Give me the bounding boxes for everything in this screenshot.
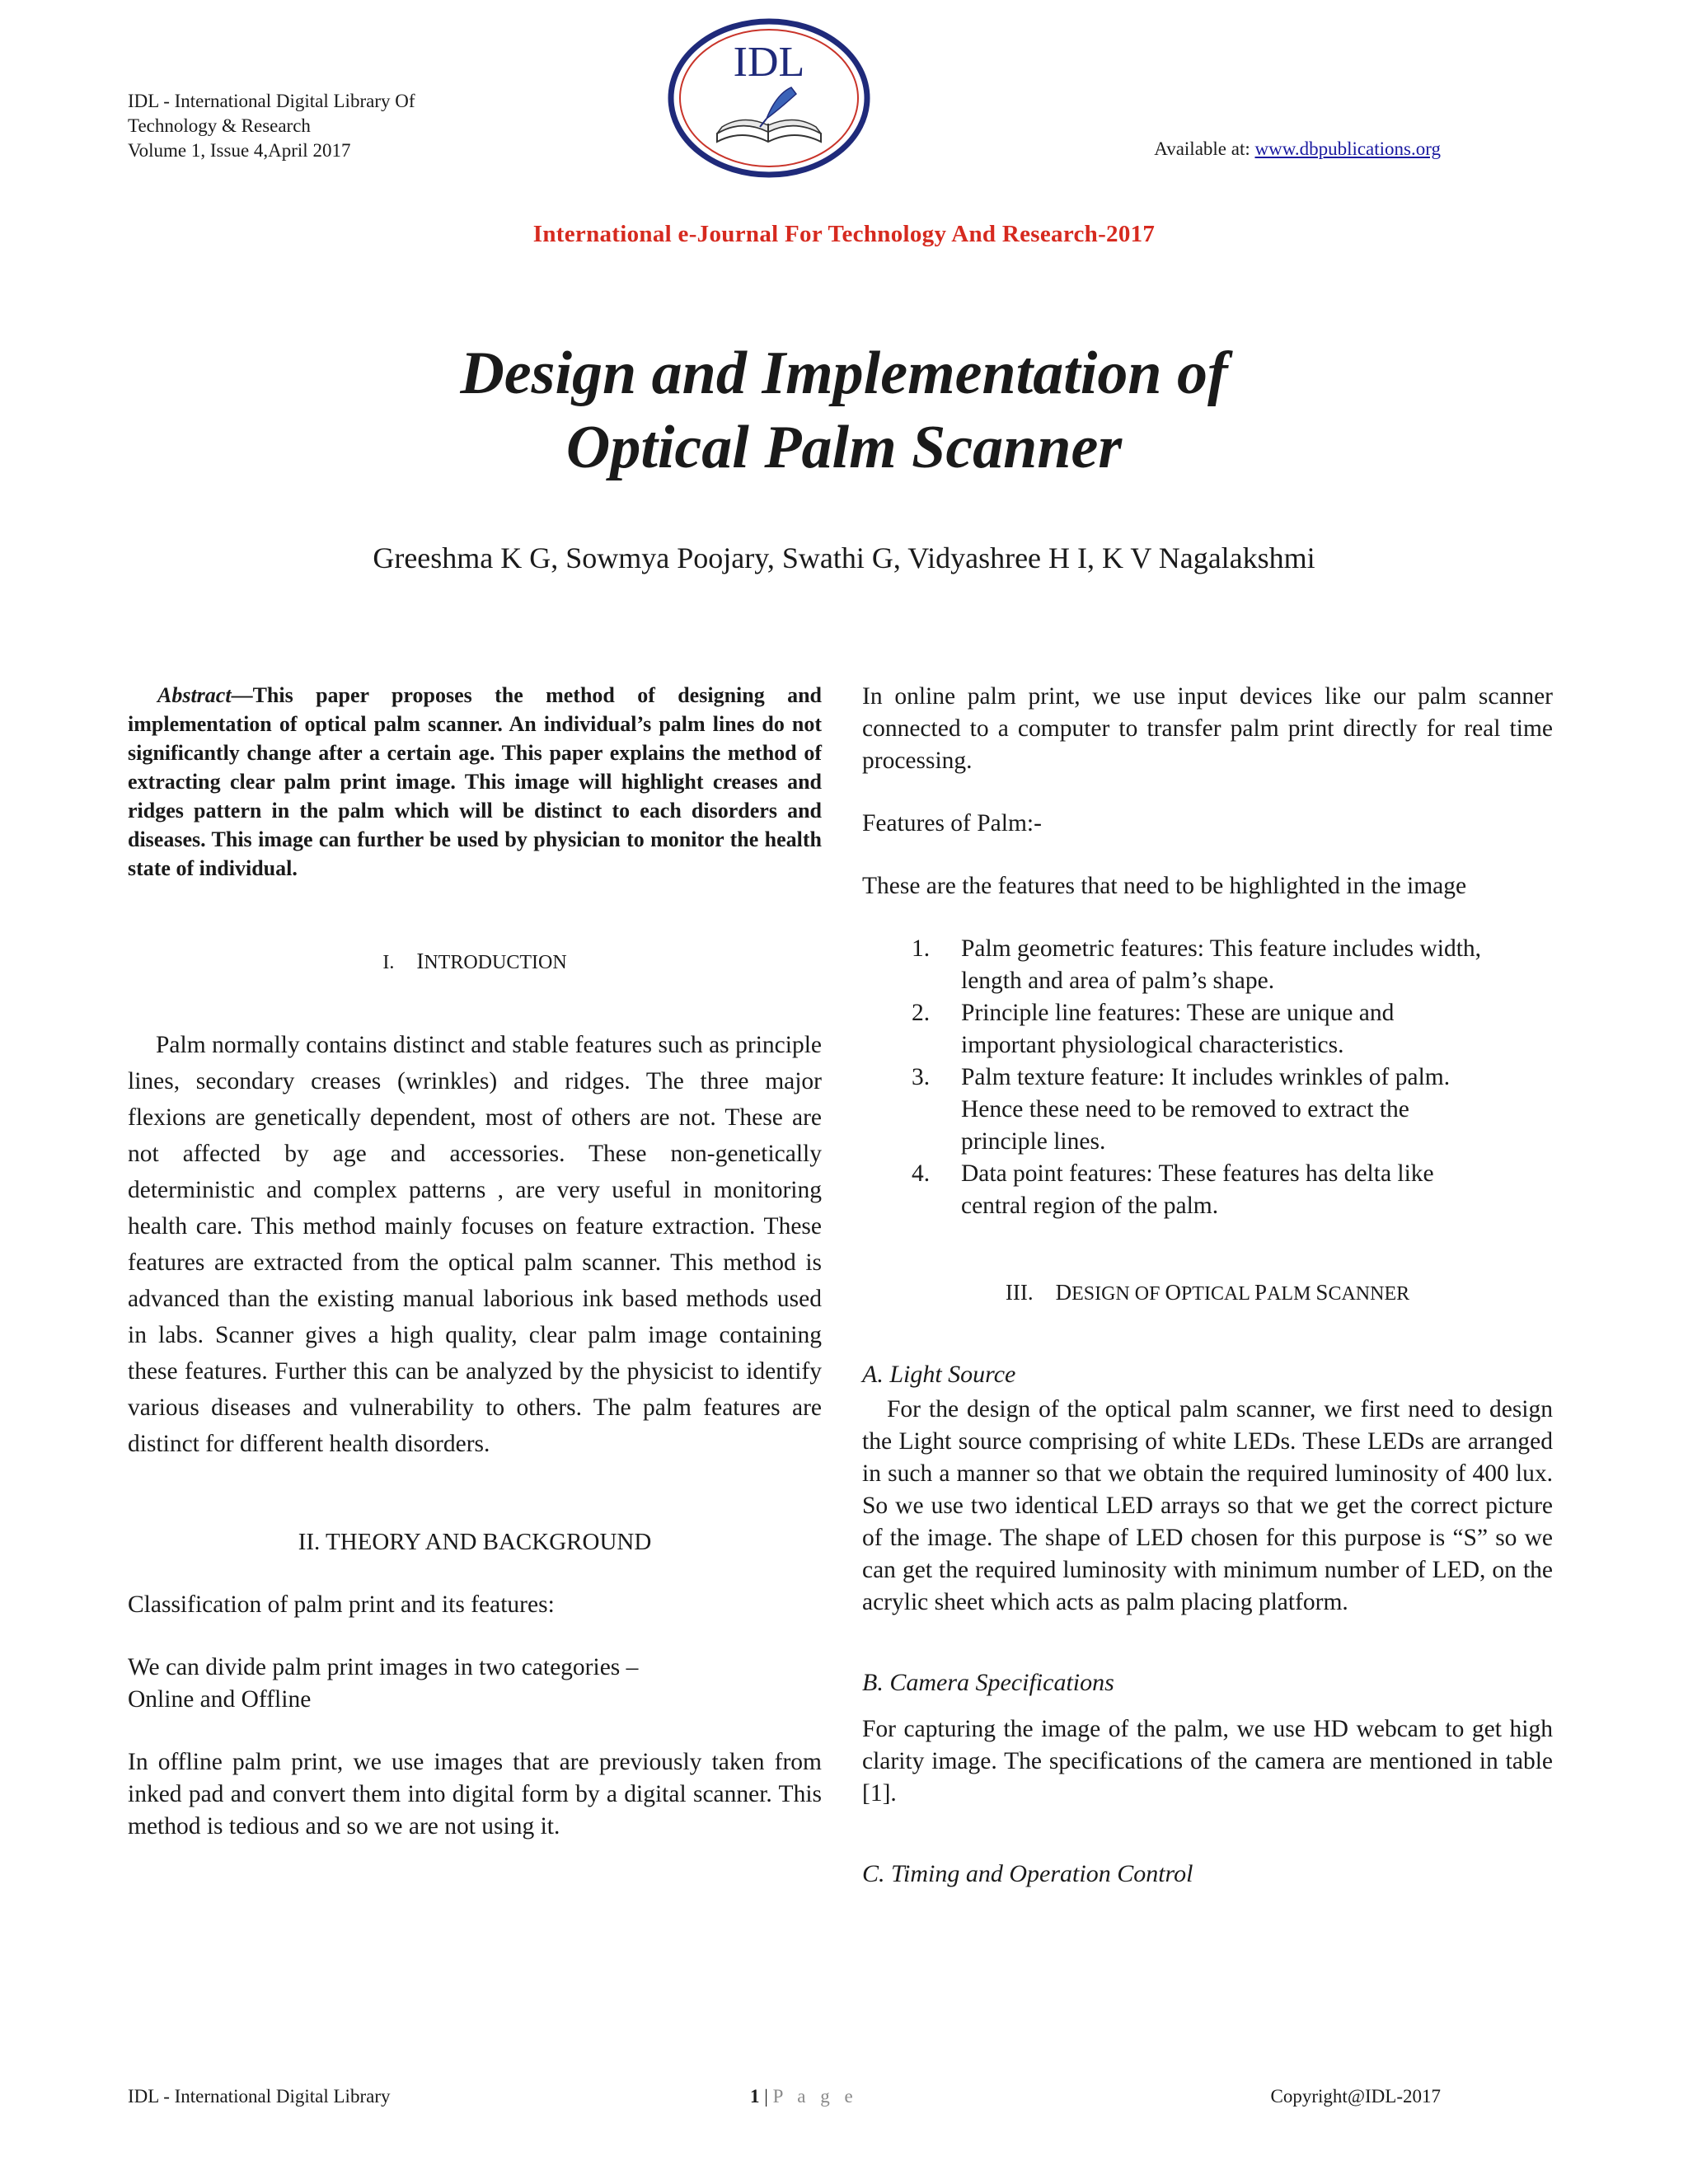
- categories-text: We can divide palm print images in two categories –: [128, 1654, 639, 1680]
- journal-info: [128, 89, 556, 163]
- subsection-timing: C. Timing and Operation Control: [862, 1860, 1193, 1887]
- left-column: [128, 681, 822, 1843]
- journal-title: International e-Journal For Technology And Research-2017: [532, 221, 1156, 247]
- availability: [1154, 138, 1441, 160]
- page-label: P a g e: [772, 2086, 858, 2107]
- section-heading-design: III. DESIGN OF OPTICAL PALM SCANNER: [1005, 1280, 1410, 1305]
- abstract-text: This paper proposes the method of designing and implementation of optical palm scanner. An individual’s palm lines do not significantly change after a certain age. This paper explains the method of extracting clear palm print image. This image will highlight creases and ridges pattern in the palm which will be distinct to each disorders and diseases. This image can further be used by physician to monitor the health state of individual.: [128, 683, 822, 880]
- abstract-dash: —: [231, 683, 253, 707]
- section-number: I.: [382, 952, 395, 973]
- right-column: [862, 681, 1553, 1890]
- categories-list: Online and Offline: [128, 1686, 312, 1713]
- footer-library: IDL - International Digital Library: [128, 2086, 391, 2107]
- journal-info-volume: Volume 1, Issue 4,April 2017: [128, 140, 351, 161]
- section-rest: NTRODUCTION: [424, 952, 567, 973]
- classification-text: Classification of palm print and its features:: [128, 1591, 555, 1618]
- page-number-value: 1: [750, 2086, 760, 2107]
- abstract: [128, 681, 822, 883]
- introduction-text: Palm normally contains distinct and stable features such as principle lines, secondary creases (wrinkles) and ridges. The three major flexions are genetically dependent, most of others are not. These are not affected by age and accessories. These non-genetically deterministic and complex patterns , are very useful in monitoring health care. This method mainly focuses on feature extraction. These features are extracted from the optical palm scanner. This method is advanced than the existing manual laborious ink based methods used in labs. Scanner gives a high quality, clear palm image containing these features. Further this can be analyzed by the physicist to identify various diseases and vulnerability to others. The palm features are distinct for different health disorders.: [128, 1032, 822, 1457]
- abstract-label: Abstract: [157, 683, 232, 707]
- subsection-light-source: A. Light Source: [862, 1361, 1016, 1388]
- page-separator: |: [759, 2086, 773, 2107]
- subsection-camera: B. Camera Specifications: [862, 1669, 1114, 1696]
- list-item: 2. Principle line features: These are unique and important physiological characteristics.: [912, 1000, 1395, 1058]
- offline-palm-print-text: In offline palm print, we use images that are previously taken from inked pad and convert them into digital form by a digital scanner. This method is tedious and so we are not using it.: [128, 1749, 822, 1840]
- journal-info-line2: Technology & Research: [128, 115, 311, 136]
- footer-copyright: Copyright@IDL-2017: [1270, 2086, 1441, 2107]
- logo-text: IDL: [733, 39, 805, 86]
- section-heading-theory: II. THEORY AND BACKGROUND: [298, 1529, 652, 1555]
- online-palm-print-text: In online palm print, we use input devices like our palm scanner connected to a computer to transfer palm print directly for real time processing.: [862, 683, 1553, 774]
- publisher-link[interactable]: www.dbpublications.org: [1254, 138, 1441, 159]
- paper-title-line1: Design and Implementation of: [460, 340, 1228, 407]
- paper-title-line2: Optical Palm Scanner: [565, 414, 1123, 481]
- journal-info-line1: IDL - International Digital Library Of: [128, 91, 415, 111]
- section-heading-introduction: [128, 945, 822, 979]
- list-item: 1. Palm geometric features: This feature includes width, length and area of palm’s shape.: [912, 935, 1482, 994]
- author-list: Greeshma K G, Sowmya Poojary, Swathi G, Vidyashree H I, K V Nagalakshmi: [373, 541, 1315, 574]
- idl-logo: [668, 18, 870, 178]
- availability-label: Available at:: [1154, 138, 1255, 159]
- light-source-text: For the design of the optical palm scanner, we first need to design the Light source comprising of white LEDs. These LEDs are arranged in such a manner so that we obtain the required luminosity of 400 lux. So we use two identical LED arrays so that we get the correct picture of the image. The shape of LED chosen for this purpose is “S” so we can get the required luminosity with minimum number of LED, on the acrylic sheet which acts as palm placing platform.: [862, 1396, 1553, 1615]
- features-intro: These are the features that need to be highlighted in the image: [862, 873, 1467, 899]
- section-initial: I: [416, 949, 424, 973]
- list-item: 3. Palm texture feature: It includes wrinkles of palm. Hence these need to be removed to extract the principle lines.: [912, 1064, 1451, 1155]
- page-number: [750, 2086, 858, 2107]
- paper-title: [0, 336, 1688, 485]
- list-item: 4. Data point features: These features has delta like central region of the palm.: [912, 1160, 1434, 1219]
- features-heading: Features of Palm:-: [862, 810, 1042, 837]
- features-list: [862, 933, 1553, 1222]
- camera-text: For capturing the image of the palm, we use HD webcam to get high clarity image. The specifications of the camera are mentioned in table [1].: [862, 1716, 1553, 1807]
